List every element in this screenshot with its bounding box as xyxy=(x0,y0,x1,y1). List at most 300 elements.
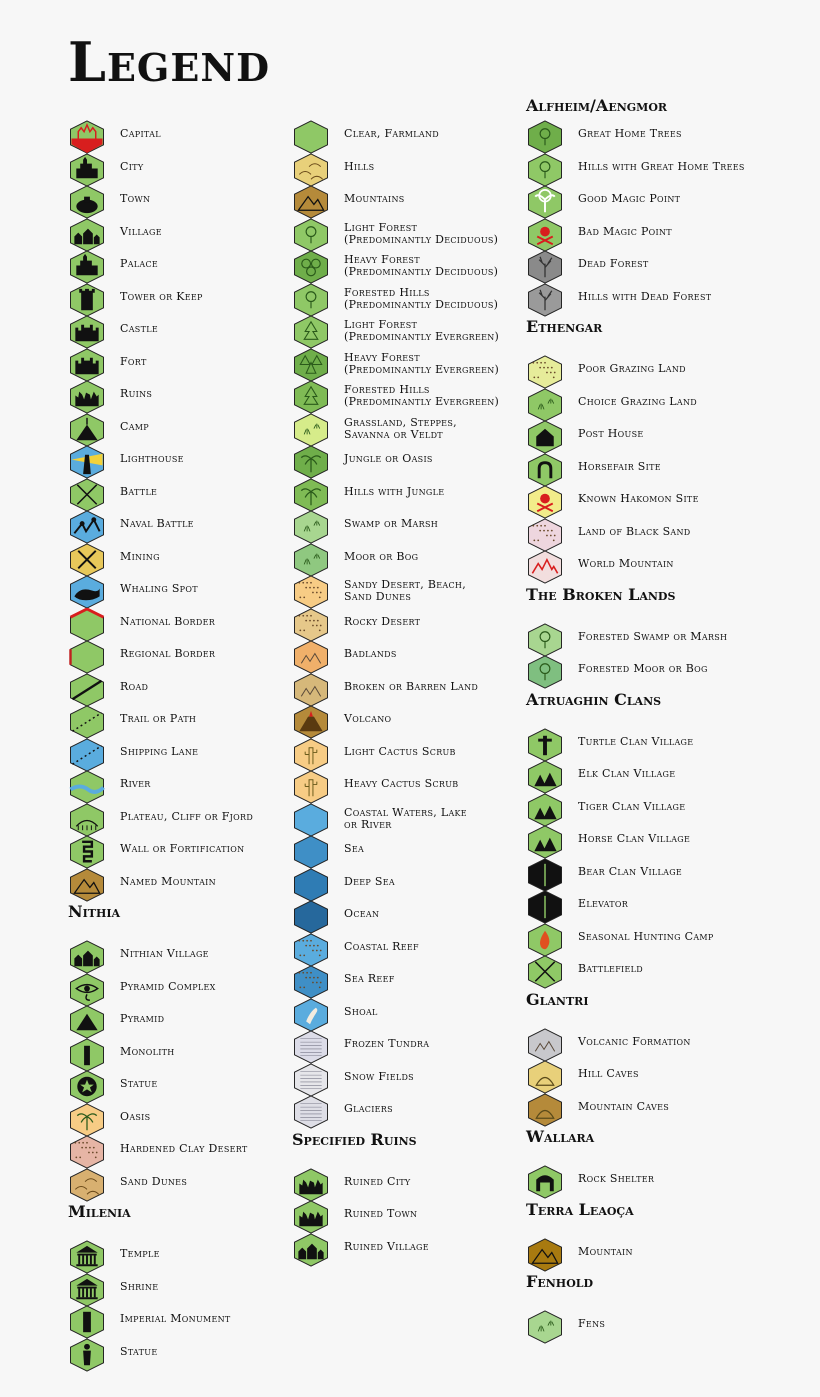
section-heading: Fenhold xyxy=(526,1272,594,1291)
legend-label: Seasonal Hunting Camp xyxy=(578,929,714,943)
legend-label: Monolith xyxy=(120,1044,175,1058)
legend-item xyxy=(292,185,514,219)
legend-label: Named Mountain xyxy=(120,874,216,888)
icon-glyph xyxy=(84,1045,90,1064)
section-heading: Glantri xyxy=(526,989,589,1009)
legend-label: Ruined Town xyxy=(344,1207,418,1220)
named-mountain-icon xyxy=(68,868,106,902)
legend-item xyxy=(292,1168,514,1202)
legend-label: Pyramid xyxy=(120,1012,165,1025)
legend-label: Hardened Clay Desert xyxy=(120,1142,248,1155)
legend-label: Palace xyxy=(120,257,159,270)
legend-label: Sandy Desert, Beach, Sand Dunes xyxy=(344,578,466,603)
legend-label: Mountain xyxy=(578,1244,633,1258)
legend-label: Forested Hills (Predominantly Deciduous) xyxy=(344,285,499,311)
legend-label: Shoal xyxy=(344,1004,378,1018)
mining-icon xyxy=(68,543,106,577)
ruins-icon xyxy=(68,380,106,414)
legend-label: Glaciers xyxy=(344,1102,393,1115)
legend-label: Mountain Caves xyxy=(578,1099,669,1113)
hex-tile xyxy=(294,1031,327,1063)
volcano-icon xyxy=(292,705,330,739)
legend-label: Elk Clan Village xyxy=(578,767,676,780)
legend-item xyxy=(292,705,514,739)
legend-item xyxy=(68,1038,290,1072)
legend-label: Bad Magic Point xyxy=(578,224,672,238)
legend-label: Horse Clan Village xyxy=(578,832,691,845)
legend-label: Ruined City xyxy=(344,1174,411,1188)
hex-tile xyxy=(70,738,103,770)
section-heading: Wallara xyxy=(526,1127,595,1146)
legend-item xyxy=(292,835,514,869)
legend-label: Known Hakomon Site xyxy=(578,492,699,505)
legend-label: Badlands xyxy=(344,647,397,660)
legend-label: Castle xyxy=(120,322,158,335)
legend-item xyxy=(526,185,786,219)
hex-tile xyxy=(294,673,327,705)
legend-label: Tower or Keep xyxy=(120,289,203,303)
legend-item xyxy=(526,793,786,827)
shipping-lane-icon xyxy=(68,738,106,772)
hex-tile xyxy=(294,543,327,575)
legend-item xyxy=(292,1063,514,1097)
legend-label: Light Forest (Predominantly Deciduous) xyxy=(344,220,499,246)
tree-icon xyxy=(292,218,330,252)
legend-label: Fens xyxy=(578,1317,606,1330)
badlands-icon xyxy=(292,640,330,674)
legend-label: Heavy Forest (Predominantly Evergreen) xyxy=(344,350,500,376)
legend-item xyxy=(292,120,514,154)
legend-item xyxy=(526,923,786,957)
hex-tile xyxy=(294,186,327,218)
legend-item xyxy=(292,803,514,837)
village-icon xyxy=(68,218,106,252)
grazing-icon xyxy=(526,355,564,389)
castle-icon xyxy=(68,315,106,349)
legend-item xyxy=(68,973,290,1007)
legend-label: Jungle or Oasis xyxy=(344,452,433,465)
legend-item xyxy=(68,770,290,804)
tundra-icon xyxy=(292,1030,330,1064)
section-heading: Terra Leaoça xyxy=(526,1199,634,1219)
legend-label: Tiger Clan Village xyxy=(578,799,686,813)
road-icon xyxy=(68,673,106,707)
legend-item xyxy=(292,738,514,772)
hex-tile xyxy=(528,623,561,655)
legend-item xyxy=(68,575,290,609)
glacier-icon xyxy=(292,1095,330,1129)
hex-tile xyxy=(528,826,561,858)
dead-tree-icon xyxy=(526,250,564,284)
eye-icon xyxy=(68,973,106,1007)
legend-item xyxy=(68,1103,290,1137)
hex-tile xyxy=(294,933,327,965)
cacti-icon xyxy=(292,770,330,804)
legend-label: Capital xyxy=(120,127,161,140)
water-icon xyxy=(292,803,330,837)
dunes-icon xyxy=(68,1168,106,1202)
legend-item xyxy=(292,965,514,999)
rock-shelter-icon xyxy=(526,1165,564,1199)
hex-tile xyxy=(294,803,327,835)
legend-label: Sand Dunes xyxy=(120,1174,188,1188)
legend-label: Forested Swamp or Marsh xyxy=(578,629,728,643)
legend-item xyxy=(68,1070,290,1104)
legend-label: Light Cactus Scrub xyxy=(344,744,456,758)
volcanic-icon xyxy=(526,1028,564,1062)
legend-item xyxy=(68,1168,290,1202)
palm-icon xyxy=(68,1103,106,1137)
hex-tile xyxy=(294,608,327,640)
legend-item xyxy=(292,315,514,349)
dots-icon xyxy=(526,518,564,552)
legend-label: Battlefield xyxy=(578,962,643,975)
legend-label: Regional Border xyxy=(120,647,216,660)
star-icon xyxy=(68,1070,106,1104)
legend-label: Pyramid Complex xyxy=(120,979,216,993)
legend-label: Good Magic Point xyxy=(578,192,681,205)
legend-label: Naval Battle xyxy=(120,517,194,530)
capital-icon xyxy=(68,120,106,154)
legend-item xyxy=(292,348,514,382)
cliff-icon xyxy=(68,803,106,837)
hex-tile xyxy=(528,793,561,825)
legend-item xyxy=(526,825,786,859)
hex-tile xyxy=(528,1238,561,1270)
reef-icon xyxy=(292,965,330,999)
pine-hills-icon xyxy=(292,380,330,414)
legend-item xyxy=(68,1240,290,1274)
legend-item xyxy=(68,315,290,349)
legend-item xyxy=(292,1233,514,1267)
legend-item xyxy=(68,738,290,772)
legend-item xyxy=(68,835,290,869)
bear-village-icon xyxy=(526,858,564,892)
legend-label: Volcanic Formation xyxy=(578,1034,691,1048)
tree-icon xyxy=(526,623,564,657)
great-tree-hills-icon xyxy=(526,153,564,187)
pyramid-icon xyxy=(68,1005,106,1039)
hex-tile xyxy=(528,1028,561,1060)
legend-label: Choice Grazing Land xyxy=(578,394,697,408)
legend-label: Heavy Cactus Scrub xyxy=(344,777,459,790)
skull-icon xyxy=(526,485,564,519)
tipi-icon xyxy=(526,793,564,827)
legend-label: World Mountain xyxy=(578,557,674,570)
legend-item xyxy=(526,728,786,762)
hex-tile xyxy=(528,453,561,485)
legend-label: Forested Hills (Predominantly Evergreen) xyxy=(344,383,500,408)
legend-label: Dead Forest xyxy=(578,257,649,270)
mountains-icon xyxy=(526,1238,564,1272)
river-icon xyxy=(68,770,106,804)
hex-tile xyxy=(70,1168,103,1200)
hex-tile xyxy=(70,641,103,673)
hex-tile xyxy=(294,511,327,543)
hex-tile xyxy=(294,1096,327,1128)
rocky-icon xyxy=(292,608,330,642)
legend-label: Bear Clan Village xyxy=(578,864,683,878)
totem-icon xyxy=(526,728,564,762)
legend-label: Coastal Reef xyxy=(344,939,419,953)
town-icon xyxy=(68,185,106,219)
icon-glyph xyxy=(79,288,95,309)
section-heading: Ethengar xyxy=(526,317,603,336)
clear-icon xyxy=(292,120,330,154)
legend-label: Clear, Farmland xyxy=(344,127,439,140)
legend-label: Road xyxy=(120,679,149,693)
legend-item xyxy=(526,858,786,892)
statue-icon xyxy=(68,1338,106,1372)
ruined-city-icon xyxy=(292,1168,330,1202)
legend-item xyxy=(68,348,290,382)
hex-tile xyxy=(528,356,561,388)
legend-item xyxy=(526,218,786,252)
legend-item xyxy=(292,1095,514,1129)
world-mountain-icon xyxy=(526,550,564,584)
legend-item xyxy=(526,655,786,689)
national-border-icon xyxy=(68,608,106,642)
legend-label: Shipping Lane xyxy=(120,744,199,758)
legend-item xyxy=(526,760,786,794)
hex-tile xyxy=(294,966,327,998)
legend-label: Grassland, Steppes, Savanna or Veldt xyxy=(344,415,457,441)
hex-tile xyxy=(528,121,561,153)
section-heading: Milenia xyxy=(68,1202,131,1221)
legend-label: Battle xyxy=(120,484,158,498)
icon-glyph xyxy=(77,1077,96,1096)
tower-icon xyxy=(68,283,106,317)
legend-label: Rocky Desert xyxy=(344,614,421,628)
section-heading: Atruaghin Clans xyxy=(526,689,662,709)
hex-tile xyxy=(70,1136,103,1168)
jungle-hills-icon xyxy=(292,478,330,512)
legend-item xyxy=(526,120,786,154)
hex-tile xyxy=(528,1311,561,1343)
trees-icon xyxy=(292,250,330,284)
section-heading: The Broken Lands xyxy=(526,584,676,604)
legend-label: River xyxy=(120,777,151,790)
legend-item xyxy=(68,673,290,707)
hex-tile xyxy=(528,518,561,550)
hex-tile xyxy=(294,868,327,900)
water-icon xyxy=(292,900,330,934)
legend-label: Hills with Jungle xyxy=(344,484,445,498)
legend-label: Sea Reef xyxy=(344,972,395,985)
legend-item xyxy=(68,120,290,154)
legend-label: Ocean xyxy=(344,907,380,920)
hex-tile xyxy=(528,761,561,793)
legend-item xyxy=(292,413,514,447)
legend-label: Poor Grazing Land xyxy=(578,362,686,375)
ruined-village-icon xyxy=(292,1233,330,1267)
trail-icon xyxy=(68,705,106,739)
legend-item xyxy=(68,153,290,187)
regional-border-icon xyxy=(68,640,106,674)
legend-item xyxy=(526,518,786,552)
shoal-icon xyxy=(292,998,330,1032)
legend-item xyxy=(292,608,514,642)
hex-tile xyxy=(294,283,327,315)
hex-tile xyxy=(294,771,327,803)
fire-icon xyxy=(526,923,564,957)
legend-item xyxy=(292,770,514,804)
elk-icon xyxy=(526,760,564,794)
legend-label: Mountains xyxy=(344,192,405,205)
legend-label: Lighthouse xyxy=(120,452,184,465)
grass-icon xyxy=(526,388,564,422)
page-title: Legend xyxy=(68,30,271,94)
icon-glyph xyxy=(83,1343,91,1364)
section-heading: Nithia xyxy=(68,902,121,921)
legend-label: Turtle Clan Village xyxy=(578,734,694,748)
hex-tile xyxy=(294,1063,327,1095)
legend-label: Hills xyxy=(344,159,375,173)
legend-label: Ruins xyxy=(120,387,153,400)
palace-icon xyxy=(68,250,106,284)
hex-tile xyxy=(528,551,561,583)
legend-label: Land of Black Sand xyxy=(578,524,691,538)
spears-icon xyxy=(526,955,564,989)
legend-label: Village xyxy=(120,224,162,238)
legend-label: Rock Shelter xyxy=(578,1172,655,1185)
legend-item xyxy=(292,998,514,1032)
legend-label: Frozen Tundra xyxy=(344,1037,430,1050)
hex-tile xyxy=(70,511,103,543)
legend-label: Heavy Forest (Predominantly Deciduous) xyxy=(344,253,499,278)
legend-label: Hill Caves xyxy=(578,1067,639,1080)
legend-item xyxy=(526,623,786,657)
legend-item xyxy=(68,543,290,577)
legend-item xyxy=(68,705,290,739)
hex-tile xyxy=(528,388,561,420)
legend-label: Imperial Monument xyxy=(120,1312,231,1325)
legend-item xyxy=(292,478,514,512)
hills-icon xyxy=(292,153,330,187)
cave-icon xyxy=(526,1060,564,1094)
hex-tile xyxy=(294,901,327,933)
legend-item xyxy=(292,283,514,317)
legend-item xyxy=(292,1030,514,1064)
city-icon xyxy=(68,153,106,187)
legend-label: Light Forest (Predominantly Evergreen) xyxy=(344,318,500,343)
legend-item xyxy=(68,380,290,414)
whale-icon xyxy=(68,575,106,609)
legend-label: Fort xyxy=(120,354,147,368)
hex-tile xyxy=(528,656,561,688)
legend-item xyxy=(292,510,514,544)
legend-label: Snow Fields xyxy=(344,1069,414,1083)
legend-label: Statue xyxy=(120,1344,158,1358)
hex-tile xyxy=(294,836,327,868)
legend-item xyxy=(292,445,514,479)
legend-item xyxy=(68,1273,290,1307)
section-heading: Specified Ruins xyxy=(292,1129,417,1149)
legend-item xyxy=(68,1338,290,1372)
legend-label: Wall or Fortification xyxy=(120,842,245,855)
dots-icon xyxy=(68,1135,106,1169)
house-icon xyxy=(526,420,564,454)
legend-label: Moor or Bog xyxy=(344,549,419,563)
jungle-icon xyxy=(292,445,330,479)
legend-item xyxy=(292,933,514,967)
legend-item xyxy=(292,868,514,902)
legend-label: Sea xyxy=(344,842,365,855)
legend-item xyxy=(68,218,290,252)
legend-label: Mining xyxy=(120,549,160,563)
pines-icon xyxy=(292,348,330,382)
legend-item xyxy=(292,575,514,609)
legend-label: Oasis xyxy=(120,1109,151,1123)
hex-tile xyxy=(294,576,327,608)
legend-item xyxy=(526,283,786,317)
legend-label: Plateau, Cliff or Fjord xyxy=(120,809,254,823)
legend-item xyxy=(526,485,786,519)
legend-item xyxy=(68,413,290,447)
reef-icon xyxy=(292,933,330,967)
legend-label: Temple xyxy=(120,1247,160,1260)
cave-icon xyxy=(526,1093,564,1127)
legend-label: Town xyxy=(120,192,151,205)
hex-tile xyxy=(70,706,103,738)
hex-tile xyxy=(294,153,327,185)
hex-tile xyxy=(294,121,327,153)
legend-item xyxy=(526,1060,786,1094)
hex-tile xyxy=(294,218,327,250)
grass-icon xyxy=(292,413,330,447)
swamp-icon xyxy=(292,510,330,544)
tents-icon xyxy=(526,825,564,859)
legend-label: Post House xyxy=(578,427,644,440)
village-icon xyxy=(68,940,106,974)
legend-label: Nithian Village xyxy=(120,947,209,960)
legend-item xyxy=(526,355,786,389)
camp-icon xyxy=(68,413,106,447)
legend-label: Trail or Path xyxy=(120,712,197,725)
legend-item xyxy=(68,445,290,479)
legend-label: Forested Moor or Bog xyxy=(578,662,708,675)
naval-battle-icon xyxy=(68,510,106,544)
legend-label: Deep Sea xyxy=(344,874,395,888)
cactus-icon xyxy=(292,738,330,772)
legend-item xyxy=(526,1238,786,1272)
legend-label: Volcano xyxy=(344,712,392,725)
icon-glyph xyxy=(83,1312,91,1332)
legend-item xyxy=(292,543,514,577)
barren-icon xyxy=(292,673,330,707)
legend-label: Camp xyxy=(120,419,149,433)
legend-item xyxy=(292,1200,514,1234)
legend-item xyxy=(68,640,290,674)
hex-tile xyxy=(294,641,327,673)
water-icon xyxy=(292,835,330,869)
legend-item xyxy=(526,1310,786,1344)
skull-icon xyxy=(526,218,564,252)
legend-label: Hills with Great Home Trees xyxy=(578,159,745,173)
legend-label: Elevator xyxy=(578,897,629,910)
elevator-icon xyxy=(526,890,564,924)
legend-item xyxy=(292,673,514,707)
legend-item xyxy=(68,185,290,219)
legend-item xyxy=(68,1305,290,1339)
column-icon xyxy=(68,1305,106,1339)
legend-item xyxy=(526,420,786,454)
moor-icon xyxy=(292,543,330,577)
battle-icon xyxy=(68,478,106,512)
fort-icon xyxy=(68,348,106,382)
legend-label: Ruined Village xyxy=(344,1239,429,1253)
legend-item xyxy=(68,940,290,974)
